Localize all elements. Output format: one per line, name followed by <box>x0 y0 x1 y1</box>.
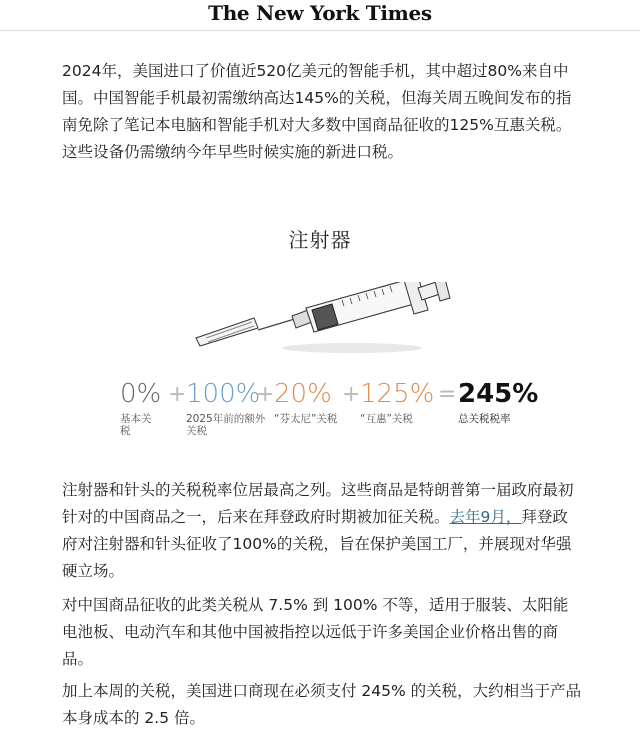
rate-fentanyl-value: 20% <box>274 379 332 409</box>
rate-reciprocal-value: 125% <box>360 379 435 409</box>
rate-pre-2025-label: 2025年前的额外关税 <box>186 413 266 437</box>
rate-pre-2025-value: 100% <box>186 379 261 409</box>
rate-reciprocal-label: “互惠”关税 <box>360 413 413 425</box>
paragraph-2-text-a: 注射器和针头的关税税率位居最高之列。这些商品是特朗普第一届政府最初针对的中国商品之一，后来在拜登政府时期被加征关税。 <box>62 481 574 526</box>
article-paragraph-1: 2024年，美国进口了价值近520亿美元的智能手机，其中超过80%来自中国。中国智能手机最初需缴纳高达145%的关税，但海关周五晚间发布的指南免除了笔记本电脑和智能手机对大多数中国商品征收的125%互惠关税。这些设备仍需缴纳今年早些时候实施的新进口税。 <box>62 62 572 161</box>
article-paragraph-3: 对中国商品征收的此类关税从 7.5% 到 100% 不等，适用于服装、太阳能电池板、电动汽车和其他中国被指控以远低于许多美国企业价格出售的商品。 <box>62 596 569 668</box>
tariff-breakdown <box>120 378 550 438</box>
plus-operator: + <box>342 382 361 407</box>
rate-fentanyl <box>274 378 344 425</box>
rate-total <box>458 378 538 425</box>
plus-operator: + <box>168 382 187 407</box>
article-paragraph-4: 加上本周的关税，美国进口商现在必须支付 245% 的关税，大约相当于产品本身成本的 2.5 倍。 <box>62 682 582 727</box>
masthead[interactable] <box>0 0 640 31</box>
rate-total-label: 总关税税率 <box>458 413 511 425</box>
rate-total-value: 245% <box>458 379 539 409</box>
last-september-link[interactable]: 去年9月， <box>449 508 522 526</box>
rate-base <box>120 378 161 437</box>
rate-base-label: 基本关税 <box>120 413 152 437</box>
masthead-title[interactable]: The New York Times <box>208 1 432 25</box>
rate-base-value: 0% <box>120 379 162 409</box>
equals-operator: = <box>438 382 457 407</box>
syringe-illustration <box>192 282 452 362</box>
rate-fentanyl-label: “芬太尼”关税 <box>274 413 338 425</box>
rate-reciprocal <box>360 378 440 425</box>
article-paragraph-2 <box>62 477 582 585</box>
rate-pre-2025 <box>186 378 266 437</box>
plus-operator: + <box>256 382 275 407</box>
figure-title: 注射器 <box>288 228 352 252</box>
paragraph-2-text-b: 拜登政府对注射器和针头征收了100%的关税，旨在保护美国工厂，并展现对华强硬立场。 <box>62 508 572 580</box>
